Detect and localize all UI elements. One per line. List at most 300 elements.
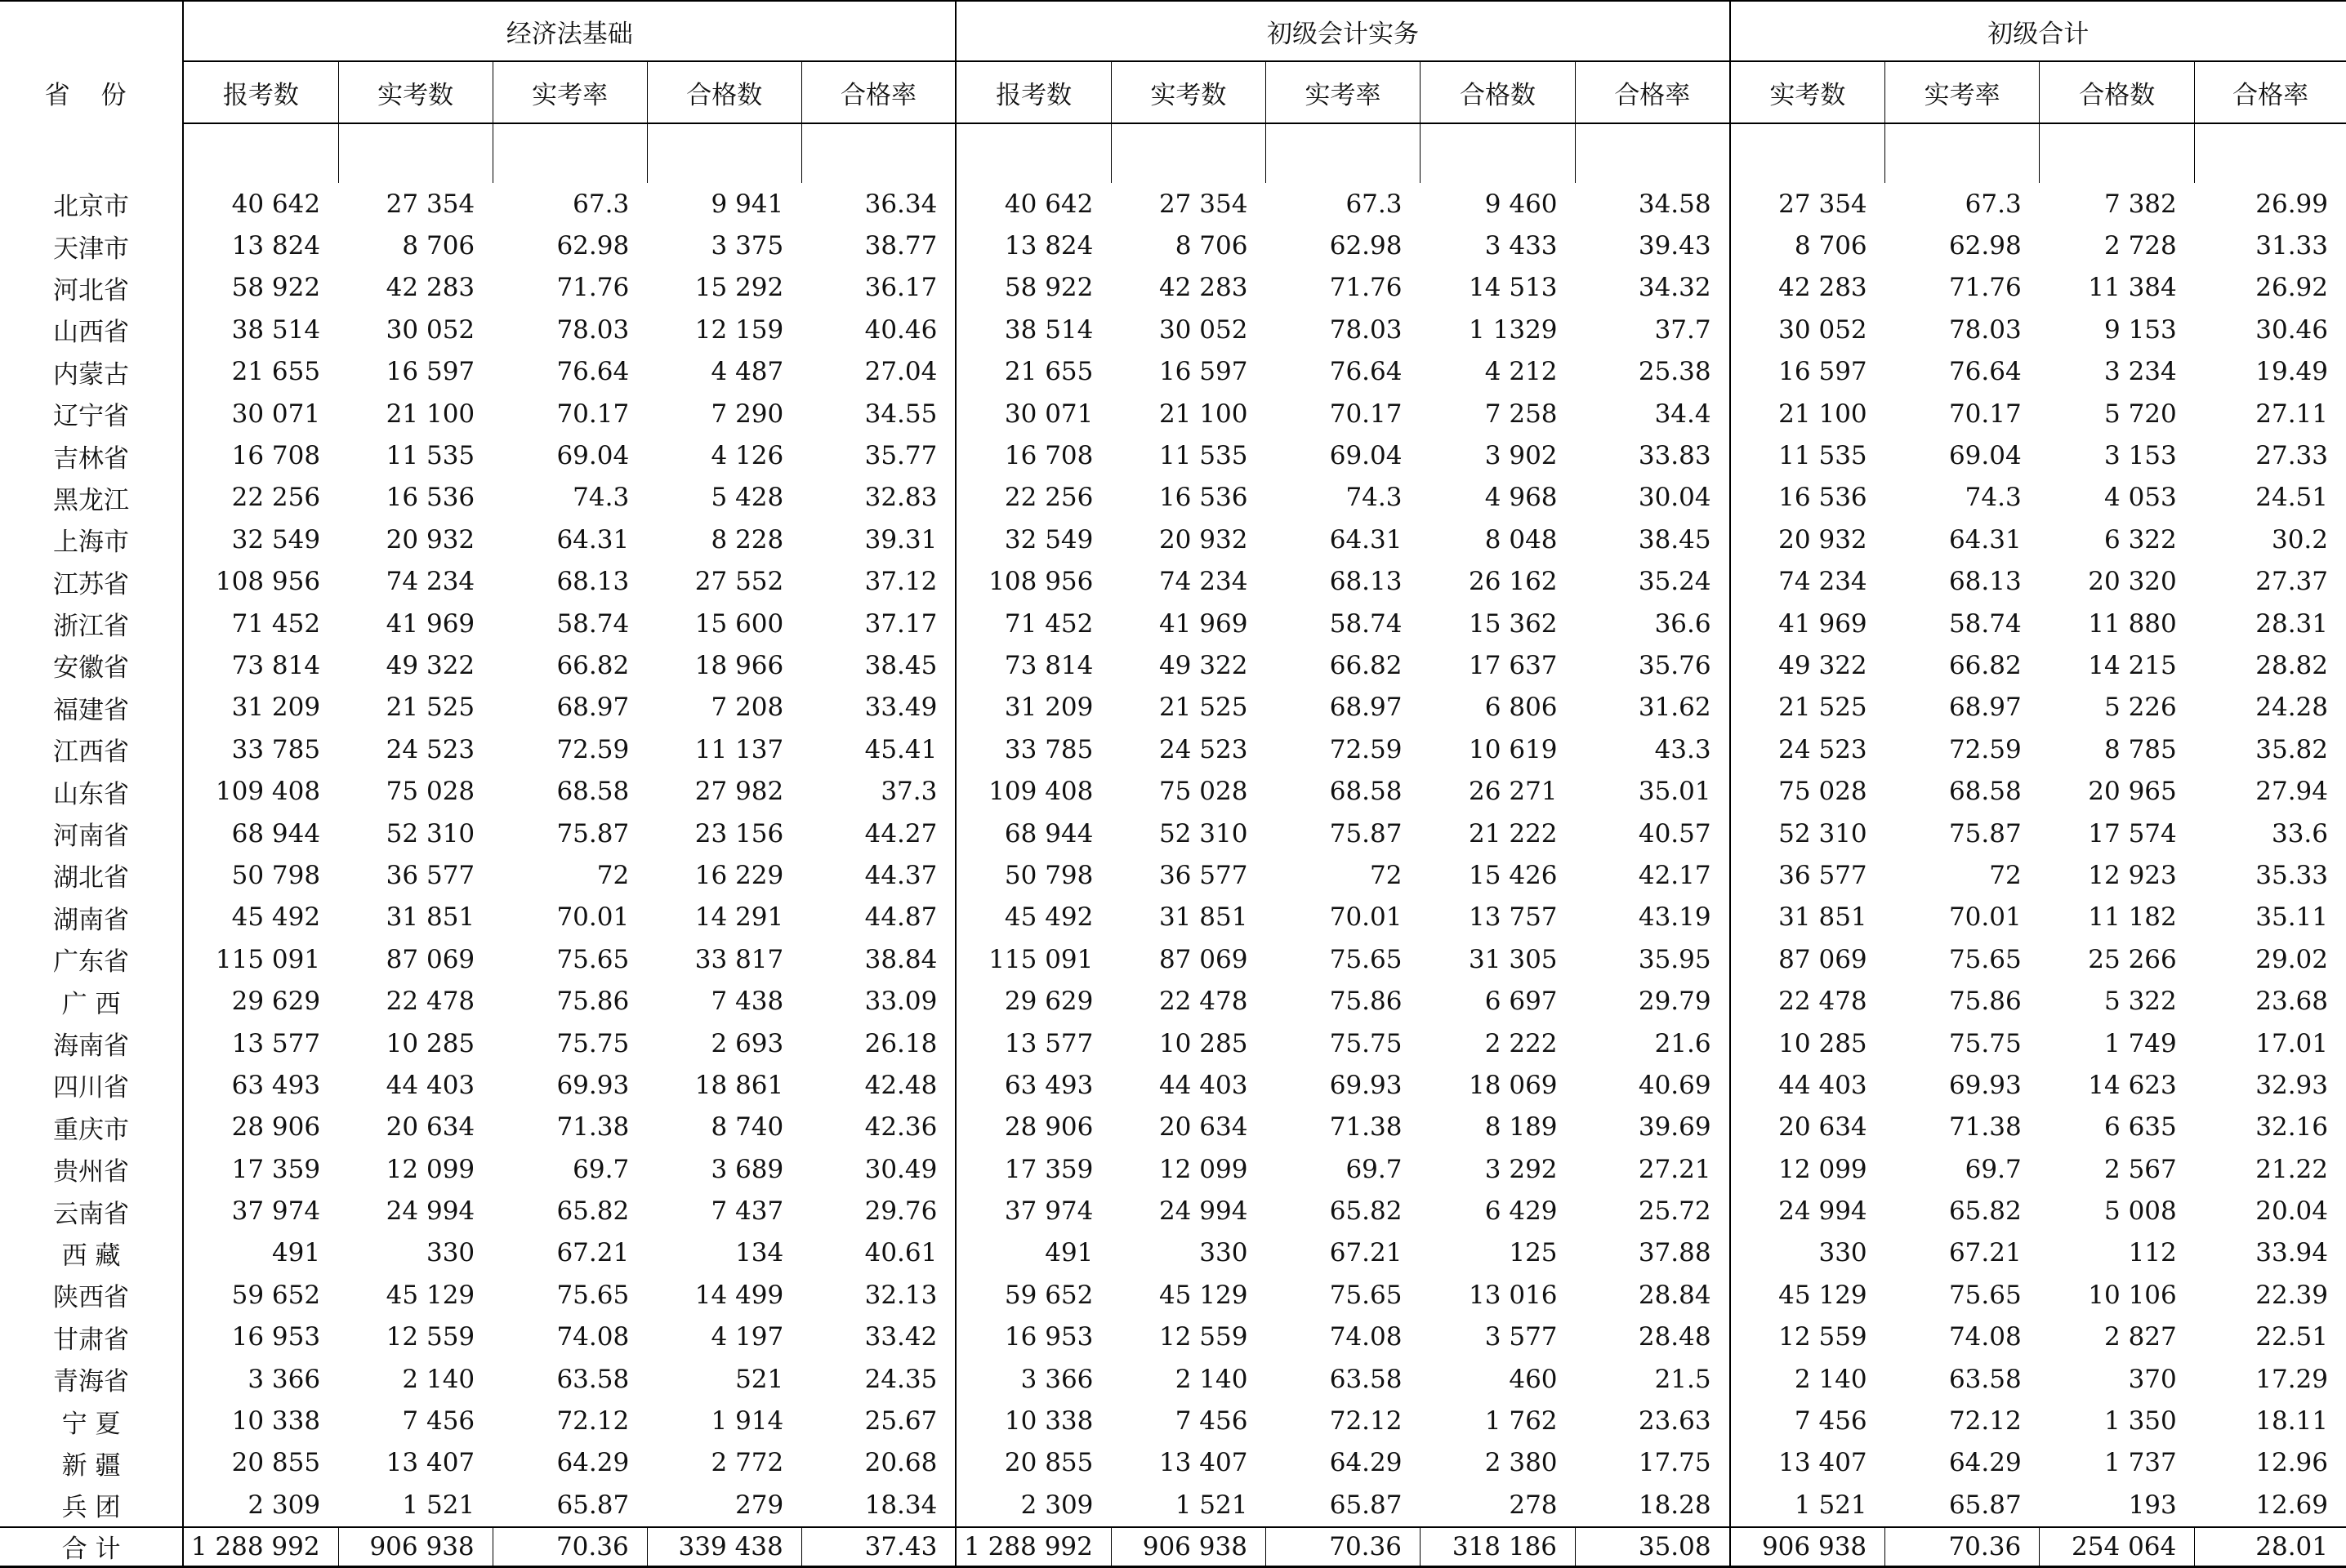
table-cell: 70.01 <box>1329 902 1403 933</box>
table-cell: 58.74 <box>1948 608 2022 639</box>
province-name: 海南省 <box>0 1022 183 1064</box>
col-header: 报考数 <box>183 61 338 123</box>
table-cell: 58.74 <box>1329 608 1403 639</box>
table-row <box>0 728 2346 770</box>
table-cell: 67.21 <box>1329 1238 1403 1268</box>
table-cell: 45 492 <box>1004 902 1094 933</box>
table-cell: 11 182 <box>2088 902 2177 933</box>
table-cell: 20 932 <box>1778 524 1867 555</box>
table-cell: 27 552 <box>694 567 784 597</box>
table-row <box>0 1022 2346 1064</box>
table-cell: 52 310 <box>386 818 475 849</box>
table-cell: 38.45 <box>801 644 956 686</box>
table-cell: 16 708 <box>1004 441 1094 471</box>
table-cell: 12 559 <box>1778 1322 1867 1352</box>
table-row <box>0 1484 2346 1526</box>
table-row <box>0 687 2346 728</box>
table-cell: 72 <box>596 860 630 890</box>
table-cell: 64.29 <box>1329 1448 1403 1478</box>
table-cell: 23 156 <box>694 818 784 849</box>
table-cell: 74.3 <box>573 483 630 513</box>
table-cell: 339 438 <box>647 1527 801 1567</box>
table-cell: 69.93 <box>1329 1070 1403 1100</box>
table-cell: 44 403 <box>1158 1070 1248 1100</box>
table-cell: 13 824 <box>231 231 321 261</box>
table-cell: 32.93 <box>2255 1070 2328 1100</box>
col-header: 合格率 <box>1576 61 1730 123</box>
table-cell: 41 969 <box>386 608 475 639</box>
table-cell: 35.24 <box>1576 561 1730 603</box>
table-cell: 17.29 <box>2255 1364 2328 1394</box>
table-cell: 75.86 <box>556 987 630 1017</box>
table-cell: 64.29 <box>556 1448 630 1478</box>
table-cell: 2 222 <box>1484 1028 1558 1058</box>
table-cell: 37 974 <box>1004 1196 1094 1227</box>
table-cell: 278 <box>1509 1490 1558 1520</box>
table-cell: 3 689 <box>711 1154 784 1184</box>
table-cell: 68.13 <box>1948 567 2022 597</box>
table-cell: 30.2 <box>2271 524 2328 555</box>
table-cell: 28.82 <box>2255 650 2328 680</box>
table-row <box>0 519 2346 560</box>
table-row <box>0 1442 2346 1484</box>
table-cell: 16 536 <box>1158 483 1248 513</box>
table-cell: 34.58 <box>1576 183 1730 225</box>
table-cell: 14 215 <box>2088 650 2177 680</box>
table-cell: 33.94 <box>2255 1238 2328 1268</box>
table-cell: 22.39 <box>2255 1280 2328 1310</box>
table-cell: 3 902 <box>1484 441 1558 471</box>
table-cell: 75.86 <box>1948 987 2022 1017</box>
table-cell: 28.48 <box>1576 1316 1730 1358</box>
table-cell: 76.64 <box>1329 357 1403 387</box>
table-row <box>0 603 2346 644</box>
table-cell: 68.13 <box>1329 567 1403 597</box>
table-cell: 65.87 <box>1329 1490 1403 1520</box>
table-cell: 17 637 <box>1469 650 1558 680</box>
table-cell: 28 906 <box>231 1112 321 1143</box>
table-cell: 18.34 <box>801 1484 956 1526</box>
table-cell: 70.17 <box>556 399 630 429</box>
table-cell: 30 052 <box>1778 314 1867 345</box>
table-cell: 42 283 <box>1158 273 1248 303</box>
table-cell: 17.75 <box>1576 1442 1730 1484</box>
table-cell: 78.03 <box>1329 314 1403 345</box>
table-cell: 65.82 <box>1329 1196 1403 1227</box>
table-cell: 29 629 <box>1004 987 1094 1017</box>
table-cell: 1 737 <box>2104 1448 2177 1478</box>
table-cell: 2 309 <box>1020 1490 1094 1520</box>
table-row <box>0 309 2346 350</box>
table-cell: 78.03 <box>1948 314 2022 345</box>
table-cell: 10 338 <box>231 1406 321 1437</box>
table-cell: 42 283 <box>386 273 475 303</box>
group-header-junior-total: 初级合计 <box>1730 1 2346 61</box>
table-cell: 69.7 <box>573 1154 630 1184</box>
table-cell: 72.12 <box>1329 1406 1403 1437</box>
table-cell: 69.7 <box>1345 1154 1403 1184</box>
table-cell: 62.98 <box>1329 231 1403 261</box>
table-cell: 36.6 <box>1576 603 1730 644</box>
table-cell: 73 814 <box>231 650 321 680</box>
province-name: 贵州省 <box>0 1148 183 1190</box>
table-cell: 109 408 <box>215 777 321 807</box>
table-cell: 13 407 <box>1158 1448 1248 1478</box>
table-cell: 76.64 <box>556 357 630 387</box>
table-row <box>0 1064 2346 1106</box>
table-cell: 8 785 <box>2104 734 2177 764</box>
table-cell: 68.13 <box>556 567 630 597</box>
province-name: 广东省 <box>0 938 183 980</box>
table-cell: 70.36 <box>493 1527 647 1567</box>
table-cell: 30 071 <box>1004 399 1094 429</box>
table-cell: 460 <box>1509 1364 1558 1394</box>
table-cell: 10 285 <box>386 1028 475 1058</box>
province-name: 福建省 <box>0 687 183 728</box>
table-cell: 35.33 <box>2255 860 2328 890</box>
table-cell: 491 <box>271 1238 321 1268</box>
table-cell: 33.42 <box>801 1316 956 1358</box>
province-name: 浙江省 <box>0 603 183 644</box>
table-cell: 74 234 <box>386 567 475 597</box>
table-cell: 38 514 <box>231 314 321 345</box>
table-cell: 20 634 <box>386 1112 475 1143</box>
province-name: 北京市 <box>0 183 183 225</box>
table-cell: 64.29 <box>1948 1448 2022 1478</box>
table-cell: 68.58 <box>556 777 630 807</box>
table-cell: 27.21 <box>1576 1148 1730 1190</box>
table-cell: 32.13 <box>801 1274 956 1316</box>
table-cell: 3 153 <box>2104 441 2177 471</box>
table-cell: 58 922 <box>1004 273 1094 303</box>
table-cell: 29.79 <box>1576 980 1730 1022</box>
table-cell: 30 071 <box>231 399 321 429</box>
table-cell: 2 728 <box>2104 231 2177 261</box>
table-cell: 58.74 <box>556 608 630 639</box>
table-cell: 2 309 <box>248 1490 321 1520</box>
province-name: 江西省 <box>0 728 183 770</box>
table-cell: 25 266 <box>2088 944 2177 974</box>
table-cell: 58 922 <box>231 273 321 303</box>
table-cell: 6 697 <box>1484 987 1558 1017</box>
table-cell: 71.38 <box>1948 1112 2022 1143</box>
table-cell: 21 222 <box>1469 818 1558 849</box>
table-cell: 134 <box>735 1238 784 1268</box>
table-cell: 25.72 <box>1576 1190 1730 1232</box>
table-cell: 20 855 <box>1004 1448 1094 1478</box>
table-cell: 37.7 <box>1576 309 1730 350</box>
province-name: 宁 夏 <box>0 1400 183 1441</box>
table-cell: 74.08 <box>556 1322 630 1352</box>
table-row <box>0 561 2346 603</box>
table-cell: 71.76 <box>1329 273 1403 303</box>
table-cell: 26.92 <box>2255 273 2328 303</box>
table-cell: 69.04 <box>1948 441 2022 471</box>
table-cell: 15 600 <box>694 608 784 639</box>
table-cell: 69.93 <box>1948 1070 2022 1100</box>
province-name: 江苏省 <box>0 561 183 603</box>
table-cell: 50 798 <box>1004 860 1094 890</box>
table-cell: 24 523 <box>1778 734 1867 764</box>
table-cell: 75 028 <box>1778 777 1867 807</box>
col-header: 合格数 <box>647 61 801 123</box>
table-cell: 28.31 <box>2255 608 2328 639</box>
table-cell: 65.87 <box>556 1490 630 1520</box>
province-name: 云南省 <box>0 1190 183 1232</box>
table-cell: 35.77 <box>801 434 956 476</box>
table-cell: 40.46 <box>801 309 956 350</box>
table-cell: 3 366 <box>248 1364 321 1394</box>
table-cell: 72.12 <box>556 1406 630 1437</box>
table-cell: 41 969 <box>1158 608 1248 639</box>
province-name: 吉林省 <box>0 434 183 476</box>
table-cell: 40 642 <box>1004 189 1094 219</box>
table-cell: 29.76 <box>801 1190 956 1232</box>
table-cell: 49 322 <box>1778 650 1867 680</box>
table-cell: 71.76 <box>1948 273 2022 303</box>
table-cell: 16 708 <box>231 441 321 471</box>
table-cell: 44.87 <box>801 897 956 938</box>
table-cell: 21 655 <box>1004 357 1094 387</box>
table-cell: 14 499 <box>694 1280 784 1310</box>
table-cell: 70.01 <box>556 902 630 933</box>
table-cell: 26 162 <box>1469 567 1558 597</box>
table-row <box>0 980 2346 1022</box>
table-row <box>0 1232 2346 1274</box>
table-cell: 12.96 <box>2255 1448 2328 1478</box>
table-cell: 13 016 <box>1469 1280 1558 1310</box>
group-header-row <box>0 1 2346 61</box>
total-row <box>0 1527 2346 1567</box>
table-cell: 70.17 <box>1329 399 1403 429</box>
table-cell: 36 577 <box>1778 860 1867 890</box>
col-header: 合格数 <box>1420 61 1575 123</box>
table-cell: 1 749 <box>2104 1028 2177 1058</box>
province-name: 西 藏 <box>0 1232 183 1274</box>
province-name: 黑龙江 <box>0 477 183 519</box>
table-cell: 63.58 <box>1948 1364 2022 1394</box>
table-cell: 330 <box>1199 1238 1248 1268</box>
table-cell: 71 452 <box>231 608 321 639</box>
table-cell: 1 350 <box>2104 1406 2177 1437</box>
table-cell: 62.98 <box>556 231 630 261</box>
province-name: 青海省 <box>0 1358 183 1400</box>
table-cell: 42.48 <box>801 1064 956 1106</box>
table-cell: 11 535 <box>386 441 475 471</box>
table-cell: 26 271 <box>1469 777 1558 807</box>
table-cell: 14 291 <box>694 902 784 933</box>
table-cell: 34.4 <box>1576 393 1730 434</box>
table-cell: 21 100 <box>386 399 475 429</box>
table-cell: 521 <box>735 1364 784 1394</box>
table-cell: 74 234 <box>1158 567 1248 597</box>
table-cell: 15 362 <box>1469 608 1558 639</box>
table-cell: 318 186 <box>1420 1527 1575 1567</box>
table-row <box>0 854 2346 896</box>
table-cell: 31 851 <box>1158 902 1248 933</box>
table-cell: 2 140 <box>1794 1364 1867 1394</box>
table-cell: 31 851 <box>386 902 475 933</box>
table-cell: 24.28 <box>2255 693 2328 723</box>
table-cell: 21 525 <box>1158 693 1248 723</box>
table-cell: 20.68 <box>801 1442 956 1484</box>
table-cell: 109 408 <box>988 777 1094 807</box>
table-cell: 1 521 <box>1175 1490 1248 1520</box>
table-cell: 75.86 <box>1329 987 1403 1017</box>
table-cell: 22 256 <box>1004 483 1094 513</box>
table-cell: 31.62 <box>1576 687 1730 728</box>
province-name: 湖北省 <box>0 854 183 896</box>
table-cell: 10 619 <box>1469 734 1558 764</box>
province-name: 湖南省 <box>0 897 183 938</box>
table-cell: 25.67 <box>801 1400 956 1441</box>
table-cell: 16 229 <box>694 860 784 890</box>
table-cell: 330 <box>426 1238 475 1268</box>
table-cell: 18.11 <box>2255 1406 2328 1437</box>
table-cell: 68.58 <box>1329 777 1403 807</box>
table-cell: 45 492 <box>231 902 321 933</box>
table-cell: 2 772 <box>711 1448 784 1478</box>
table-cell: 27.33 <box>2255 441 2328 471</box>
table-cell: 62.98 <box>1948 231 2022 261</box>
table-cell: 33 785 <box>231 734 321 764</box>
table-cell: 6 322 <box>2104 524 2177 555</box>
table-cell: 27 354 <box>1778 189 1867 219</box>
province-name: 陕西省 <box>0 1274 183 1316</box>
table-cell: 25.38 <box>1576 351 1730 393</box>
table-cell: 17.01 <box>2255 1028 2328 1058</box>
table-cell: 9 941 <box>711 189 784 219</box>
table-cell: 16 953 <box>231 1322 321 1352</box>
table-cell: 18 069 <box>1469 1070 1558 1100</box>
table-cell: 31 209 <box>231 693 321 723</box>
col-header: 实考数 <box>1730 61 1885 123</box>
table-cell: 34.55 <box>801 393 956 434</box>
table-cell: 49 322 <box>386 650 475 680</box>
table-cell: 38.84 <box>801 938 956 980</box>
table-cell: 32.16 <box>2255 1112 2328 1143</box>
table-cell: 193 <box>2128 1490 2177 1520</box>
table-cell: 7 382 <box>2104 189 2177 219</box>
table-cell: 67.3 <box>1345 189 1403 219</box>
table-cell: 64.31 <box>556 524 630 555</box>
table-cell: 67.3 <box>573 189 630 219</box>
table-cell: 5 322 <box>2104 987 2177 1017</box>
table-cell: 24 994 <box>1778 1196 1867 1227</box>
province-name: 内蒙古 <box>0 351 183 393</box>
table-cell: 31 209 <box>1004 693 1094 723</box>
table-cell: 71.76 <box>556 273 630 303</box>
table-cell: 11 137 <box>694 734 784 764</box>
table-cell: 16 953 <box>1004 1322 1094 1352</box>
table-cell: 20 320 <box>2088 567 2177 597</box>
table-cell: 1 914 <box>711 1406 784 1437</box>
col-header: 合格率 <box>801 61 956 123</box>
table-cell: 330 <box>1818 1238 1867 1268</box>
table-cell: 18 861 <box>694 1070 784 1100</box>
table-cell: 115 091 <box>215 944 321 974</box>
table-cell: 491 <box>1045 1238 1094 1268</box>
table-cell: 68 944 <box>231 818 321 849</box>
table-cell: 28 906 <box>1004 1112 1094 1143</box>
col-header: 合格率 <box>2195 61 2346 123</box>
table-cell: 8 740 <box>711 1112 784 1143</box>
table-cell: 22 478 <box>386 987 475 1017</box>
table-cell: 75.65 <box>1329 1280 1403 1310</box>
table-row <box>0 770 2346 812</box>
table-cell: 23.68 <box>2255 987 2328 1017</box>
table-cell: 75.65 <box>1329 944 1403 974</box>
table-cell: 36.17 <box>801 267 956 309</box>
table-cell: 33.83 <box>1576 434 1730 476</box>
table-cell: 78.03 <box>556 314 630 345</box>
province-name: 兵 团 <box>0 1484 183 1526</box>
table-cell: 10 285 <box>1778 1028 1867 1058</box>
table-cell: 72.59 <box>1948 734 2022 764</box>
table-cell: 12 559 <box>386 1322 475 1352</box>
table-cell: 2 693 <box>711 1028 784 1058</box>
table-cell: 1 288 992 <box>956 1527 1111 1567</box>
table-cell: 38 514 <box>1004 314 1094 345</box>
group-header-economic-law: 经济法基础 <box>183 1 956 61</box>
table-row <box>0 183 2346 225</box>
col-header: 实考率 <box>1885 61 2040 123</box>
table-cell: 16 597 <box>386 357 475 387</box>
table-cell: 37.3 <box>801 770 956 812</box>
table-cell: 24.35 <box>801 1358 956 1400</box>
table-cell: 3 577 <box>1484 1322 1558 1352</box>
table-cell: 11 535 <box>1158 441 1248 471</box>
table-cell: 5 008 <box>2104 1196 2177 1227</box>
table-cell: 37 974 <box>231 1196 321 1227</box>
table-cell: 10 338 <box>1004 1406 1094 1437</box>
table-cell: 73 814 <box>1004 650 1094 680</box>
table-cell: 1 521 <box>402 1490 475 1520</box>
table-cell: 28.01 <box>2195 1527 2346 1567</box>
table-cell: 33.6 <box>2271 818 2328 849</box>
table-cell: 125 <box>1509 1238 1558 1268</box>
table-cell: 20.04 <box>2255 1196 2328 1227</box>
table-cell: 16 597 <box>1158 357 1248 387</box>
table-cell: 27.37 <box>2255 567 2328 597</box>
table-cell: 2 827 <box>2104 1322 2177 1352</box>
table-cell: 18.28 <box>1576 1484 1730 1526</box>
table-cell: 70.36 <box>1265 1527 1420 1567</box>
table-cell: 8 189 <box>1484 1112 1558 1143</box>
table-cell: 29 629 <box>231 987 321 1017</box>
table-cell: 65.87 <box>1948 1490 2022 1520</box>
table-cell: 22 478 <box>1158 987 1248 1017</box>
table-cell: 4 487 <box>711 357 784 387</box>
table-cell: 906 938 <box>1111 1527 1265 1567</box>
table-cell: 37.43 <box>801 1527 956 1567</box>
table-cell: 37.17 <box>801 603 956 644</box>
table-cell: 64.31 <box>1329 524 1403 555</box>
table-cell: 36 577 <box>386 860 475 890</box>
table-row <box>0 1316 2346 1358</box>
table-cell: 68.97 <box>556 693 630 723</box>
table-cell: 63.58 <box>1329 1364 1403 1394</box>
table-cell: 69.93 <box>556 1070 630 1100</box>
table-cell: 108 956 <box>215 567 321 597</box>
table-cell: 12 099 <box>1158 1154 1248 1184</box>
table-cell: 63 493 <box>231 1070 321 1100</box>
table-cell: 8 706 <box>1175 231 1248 261</box>
table-cell: 6 806 <box>1484 693 1558 723</box>
table-cell: 42.17 <box>1576 854 1730 896</box>
table-cell: 31 851 <box>1778 902 1867 933</box>
table-cell: 26.99 <box>2255 189 2328 219</box>
